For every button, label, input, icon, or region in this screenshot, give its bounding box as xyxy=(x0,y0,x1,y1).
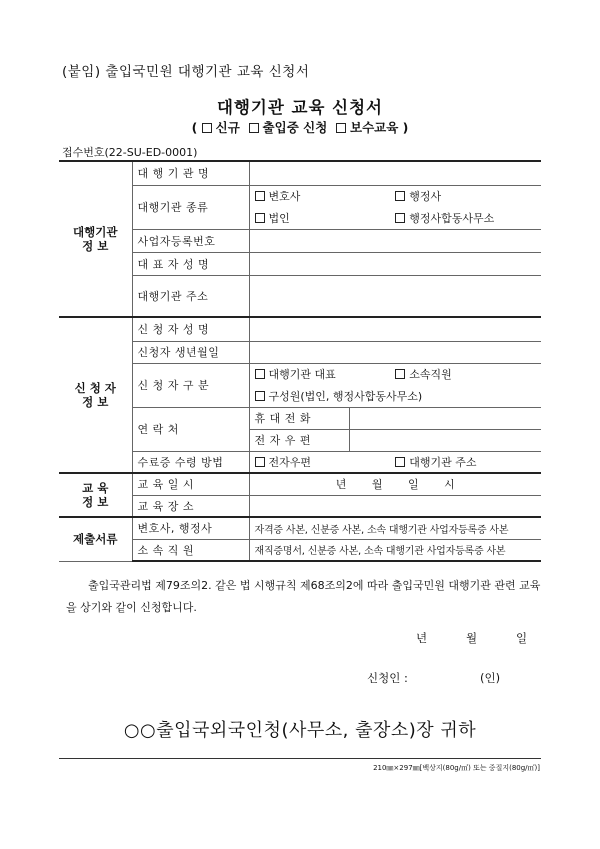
entry-checkbox[interactable] xyxy=(249,123,259,133)
agency-rep-checkbox[interactable] xyxy=(255,369,265,379)
application-form-table xyxy=(59,160,541,562)
corporation-checkbox[interactable] xyxy=(255,213,265,223)
form-title: 대행기관 교육 신청서 xyxy=(217,98,383,117)
cert-address-label: 대행기관 주소 xyxy=(409,456,477,469)
lawyer-docs-label: 변호사, 행정사 xyxy=(132,517,249,539)
applicant-signature-label: 신청인 : xyxy=(367,671,408,685)
representative-name-label: 대 표 자 성 명 xyxy=(132,252,249,275)
documents-section-label: 제출서류 xyxy=(59,517,132,561)
contact-label: 연 락 처 xyxy=(132,407,249,451)
joint-office-checkbox[interactable] xyxy=(395,213,405,223)
refresher-checkbox[interactable] xyxy=(336,123,346,133)
lawyer-label: 변호사 xyxy=(268,190,301,204)
subtitle-open: ( xyxy=(191,120,198,135)
agency-rep-label: 대행기관 대표 xyxy=(268,368,336,382)
subtitle-close: ) xyxy=(402,120,409,135)
lawyer-checkbox[interactable] xyxy=(255,191,265,201)
mobile-label: 휴 대 전 화 xyxy=(249,407,349,429)
applicant-section-label: 신 청 자 정 보 xyxy=(59,317,132,473)
lawyer-docs-value: 자격증 사본, 신분증 사본, 소속 대행기관 사업자등록증 사본 xyxy=(249,517,541,539)
new-label: 신규 xyxy=(215,120,240,135)
agency-name-label: 대 행 기 관 명 xyxy=(132,161,249,185)
cert-email-checkbox[interactable] xyxy=(255,457,265,467)
representative-name-field[interactable] xyxy=(249,252,541,275)
certificate-method-label: 수료증 수령 방법 xyxy=(132,451,249,473)
admin-agent-label: 행정사 xyxy=(409,190,442,204)
application-statement: 출입국관리법 제79조의2. 같은 법 시행규칙 제68조의2에 따라 출입국민원 대행기관 관련 교육을 상기와 같이 신청합니다. xyxy=(66,579,541,614)
date-day: 일 xyxy=(516,631,528,645)
receipt-number: 접수번호(22-SU-ED-0001) xyxy=(62,146,198,159)
cert-address-checkbox[interactable] xyxy=(395,457,405,467)
mobile-field[interactable] xyxy=(349,407,541,429)
paper-spec: 210㎜×297㎜[백상지(80g/㎡) 또는 중질지(80g/㎡)] xyxy=(373,764,540,772)
staff-docs-value: 재직증명서, 신분증 사본, 소속 대행기관 사업자등록증 사본 xyxy=(249,539,541,561)
education-date-field[interactable]: 년 월 일 시 xyxy=(249,473,541,495)
admin-agent-checkbox[interactable] xyxy=(395,191,405,201)
staff-label: 소속직원 xyxy=(409,368,452,382)
date-month: 월 xyxy=(466,631,478,645)
new-checkbox[interactable] xyxy=(202,123,212,133)
member-label: 구성원(법인, 행정사합동사무소) xyxy=(268,389,423,403)
joint-office-label: 행정사합동사무소 xyxy=(409,211,495,225)
applicant-name-field[interactable] xyxy=(249,317,541,341)
refresher-label: 보수교육 xyxy=(350,120,399,135)
corporation-label: 법인 xyxy=(268,211,290,225)
cert-email-label: 전자우편 xyxy=(268,456,312,469)
agency-address-label: 대행기관 주소 xyxy=(132,275,249,317)
seal-mark: (인) xyxy=(480,671,501,685)
applicant-name-label: 신 청 자 성 명 xyxy=(132,317,249,341)
agency-type-label: 대행기관 종류 xyxy=(132,185,249,229)
entry-label: 출입중 신청 xyxy=(262,120,328,135)
education-place-label: 교 육 장 소 xyxy=(132,495,249,517)
agency-name-field[interactable] xyxy=(249,161,541,185)
addressee: ○○출입국외국인청(사무소, 출장소)장 귀하 xyxy=(123,720,477,741)
education-place-field[interactable] xyxy=(249,495,541,517)
email-field[interactable] xyxy=(349,429,541,451)
education-date-label: 교 육 일 시 xyxy=(132,473,249,495)
agency-section-label: 대행기관 정 보 xyxy=(59,161,132,317)
attachment-label: (붙임) 출입국민원 대행기관 교육 신청서 xyxy=(62,64,310,80)
education-section-label: 교 육 정 보 xyxy=(59,473,132,517)
staff-docs-label: 소 속 직 원 xyxy=(132,539,249,561)
registration-number-field[interactable] xyxy=(249,229,541,252)
footer-divider xyxy=(59,758,541,759)
applicant-birth-label: 신청자 생년월일 xyxy=(132,341,249,363)
email-label: 전 자 우 편 xyxy=(249,429,349,451)
registration-number-label: 사업자등록번호 xyxy=(132,229,249,252)
agency-address-field[interactable] xyxy=(249,275,541,317)
applicant-birth-field[interactable] xyxy=(249,341,541,363)
form-subtitle xyxy=(0,118,600,136)
applicant-type-label: 신 청 자 구 분 xyxy=(132,363,249,407)
date-year: 년 xyxy=(416,631,428,645)
member-checkbox[interactable] xyxy=(255,391,265,401)
staff-checkbox[interactable] xyxy=(395,369,405,379)
